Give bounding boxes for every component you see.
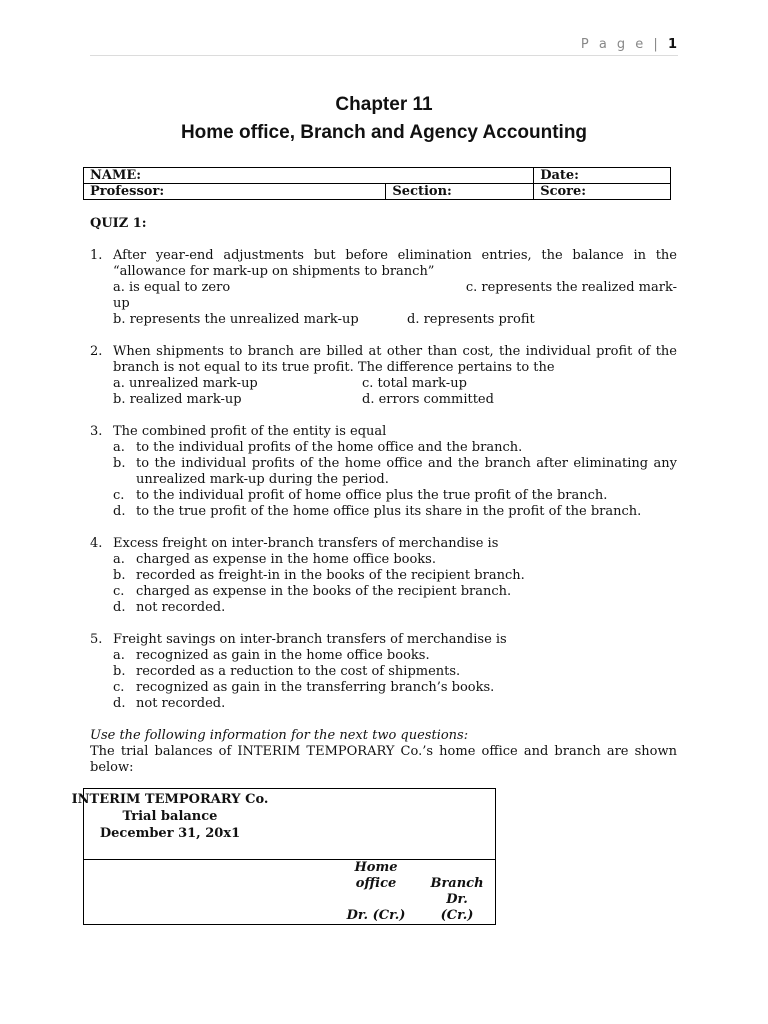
page-header xyxy=(581,37,677,52)
professor-field[interactable]: Professor: xyxy=(84,184,386,200)
option-a[interactable]: a. is equal to zero xyxy=(113,280,231,295)
question-4 xyxy=(90,536,677,616)
option-d[interactable]: d. not recorded. xyxy=(113,600,226,615)
question-number: 3. xyxy=(90,424,103,439)
instructions-intro: Use the following information for the next two questions: xyxy=(90,728,469,743)
instructions-body: The trial balances of INTERIM TEMPORARY Co.’s home office and branch are shown below: xyxy=(90,744,677,775)
header-divider xyxy=(90,55,678,56)
student-info-table xyxy=(83,167,671,200)
question-2 xyxy=(90,344,677,408)
question-5 xyxy=(90,632,677,712)
section-field[interactable]: Section: xyxy=(386,184,534,200)
home-office-column-header: Home office Dr. (Cr.) xyxy=(346,860,406,923)
option-a[interactable]: a. unrealized mark-up xyxy=(113,376,258,391)
option-d[interactable]: d. errors committed xyxy=(362,392,494,407)
question-number: 4. xyxy=(90,536,103,551)
option-d[interactable]: d. not recorded. xyxy=(113,696,226,711)
option-b[interactable]: b. recorded as freight-in in the books of the recipient branch. xyxy=(113,568,525,583)
question-number: 2. xyxy=(90,344,103,359)
chapter-title: Chapter 11 xyxy=(335,94,433,115)
option-c[interactable]: c. to the individual profit of home office plus the true profit of the branch. xyxy=(113,488,608,503)
question-number: 1. xyxy=(90,248,103,263)
option-b[interactable]: b. realized mark-up xyxy=(113,392,242,407)
question-stem: Excess freight on inter-branch transfers of merchandise is xyxy=(113,536,499,551)
question-1 xyxy=(90,248,677,328)
question-stem: After year-end adjustments but before elimination entries, the balance in the “allowance for mark-up on shipments to branch” xyxy=(113,248,677,279)
option-b[interactable]: b. represents the unrealized mark-up xyxy=(113,312,359,327)
trial-balance-table xyxy=(71,788,496,925)
option-b[interactable]: b. recorded as a reduction to the cost of shipments. xyxy=(113,664,461,679)
option-c[interactable]: c. charged as expense in the books of the recipient branch. xyxy=(113,584,512,599)
question-3 xyxy=(90,424,677,520)
option-d[interactable]: d. to the true profit of the home office plus its share in the profit of the branch. xyxy=(113,504,642,519)
option-d[interactable]: d. represents profit xyxy=(407,312,535,327)
option-a[interactable]: a. to the individual profits of the home office and the branch. xyxy=(113,440,523,455)
page-number: 1 xyxy=(667,37,677,52)
quiz-title: QUIZ 1: xyxy=(90,216,147,231)
option-a[interactable]: a. charged as expense in the home office books. xyxy=(113,552,436,567)
question-stem: When shipments to branch are billed at other than cost, the individual profit of the branch is not equal to its true profit. The difference pertains to the xyxy=(113,344,677,375)
option-a[interactable]: a. recognized as gain in the home office books. xyxy=(113,648,430,663)
question-stem: Freight savings on inter-branch transfers of merchandise is xyxy=(113,632,507,647)
chapter-subtitle: Home office, Branch and Agency Accounting xyxy=(180,122,588,143)
option-c[interactable]: c. represents the realized mark- xyxy=(465,280,677,295)
quiz-content xyxy=(90,216,677,776)
question-stem: The combined profit of the entity is equal xyxy=(113,424,387,439)
column-headers xyxy=(84,860,496,925)
name-field[interactable]: NAME: xyxy=(84,168,534,184)
branch-column-header: Branch Dr. (Cr.) xyxy=(430,876,484,923)
date-field[interactable]: Date: xyxy=(534,168,671,184)
company-name: INTERIM TEMPORARY Co. xyxy=(71,792,269,807)
score-field[interactable]: Score: xyxy=(534,184,671,200)
option-c[interactable]: c. recognized as gain in the transferring branch’s books. xyxy=(113,680,495,695)
statement-title: Trial balance xyxy=(122,809,218,824)
question-number: 5. xyxy=(90,632,103,647)
trial-balance-header xyxy=(71,789,496,860)
option-b[interactable]: b. to the individual profits of the home office and the branch after eliminating any unrealized mark-up during the period. xyxy=(113,456,677,487)
option-c[interactable]: c. total mark-up xyxy=(362,376,467,391)
option-c-continued: up xyxy=(113,296,130,311)
page-label: P a g e | xyxy=(580,37,661,52)
statement-date: December 31, 20x1 xyxy=(99,826,241,841)
